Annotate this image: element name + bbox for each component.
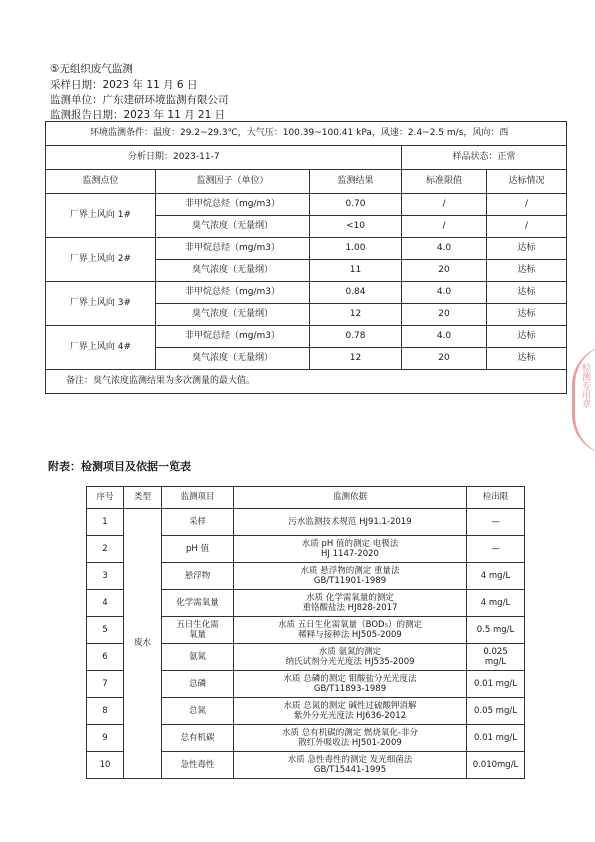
col-header-factor: 监测因子（单位）: [156, 170, 310, 194]
monitor-point: 厂界上风向 4#: [46, 326, 156, 370]
test-basis: 水质 总有机碳的测定 燃烧氧化-非分 散红外吸收法 HJ501-2009: [234, 725, 467, 752]
standard-limit: 4.0: [402, 326, 487, 348]
test-basis: 水质 急性毒性的测定 发光细菌法 GB/T15441-1995: [234, 752, 467, 779]
stamp-text: 检测专用章: [580, 363, 590, 408]
report-date: 监测报告日期：2023 年 11 月 21 日: [50, 109, 226, 121]
monitor-point: 厂界上风向 1#: [46, 194, 156, 238]
monitor-factor: 臭气浓度（无量纲）: [156, 304, 310, 326]
standard-limit: 20: [402, 348, 487, 370]
compliance-status: /: [487, 194, 567, 216]
compliance-status: 达标: [487, 304, 567, 326]
compliance-status: 达标: [487, 348, 567, 370]
detection-limit: 4 mg/L: [467, 590, 525, 617]
detection-limit: —: [467, 536, 525, 563]
monitor-result: 11: [310, 260, 402, 282]
gas-monitoring-table: [45, 121, 567, 394]
col-header-limit: 标准限值: [402, 170, 487, 194]
monitor-point: 厂界上风向 2#: [46, 238, 156, 282]
monitor-factor: 臭气浓度（无量纲）: [156, 216, 310, 238]
monitor-result: 0.78: [310, 326, 402, 348]
analysis-date: 分析日期：2023-11-7: [46, 146, 402, 170]
row-number: 10: [87, 752, 124, 779]
row-number: 4: [87, 590, 124, 617]
table-note: 备注：臭气浓度监测结果为多次测量的最大值。: [46, 370, 567, 394]
row-number: 9: [87, 725, 124, 752]
test-basis: 水质 化学需氧量的测定 重铬酸盐法 HJ828-2017: [234, 590, 467, 617]
row-number: 5: [87, 617, 124, 644]
detection-limit: 0.01 mg/L: [467, 671, 525, 698]
appendix-table: [86, 486, 525, 779]
col-header-detection-limit: 检出限: [467, 487, 525, 509]
table-row: [87, 509, 525, 536]
standard-limit: /: [402, 194, 487, 216]
test-item: 总有机碳: [162, 725, 234, 752]
test-item: 采样: [162, 509, 234, 536]
test-item: 五日生化需 氧量: [162, 617, 234, 644]
test-item: 氨氮: [162, 644, 234, 671]
test-basis: 水质 总磷的测定 钼酸盐分光光度法 GB/T11893-1989: [234, 671, 467, 698]
monitor-factor: 臭气浓度（无量纲）: [156, 348, 310, 370]
row-number: 1: [87, 509, 124, 536]
compliance-status: 达标: [487, 260, 567, 282]
row-number: 7: [87, 671, 124, 698]
row-number: 3: [87, 563, 124, 590]
monitor-factor: 非甲烷总烃（mg/m3）: [156, 194, 310, 216]
section-title: ⑤无组织废气监测: [50, 63, 133, 75]
env-conditions: 环境监测条件：温度：29.2~29.3℃，大气压：100.39~100.41 kPa，风速：2.4~2.5 m/s，风向：西: [46, 122, 567, 146]
type-cell: 废水: [124, 509, 162, 779]
standard-limit: 20: [402, 260, 487, 282]
monitor-result: 0.70: [310, 194, 402, 216]
detection-limit: 4 mg/L: [467, 563, 525, 590]
test-item: 总氮: [162, 698, 234, 725]
sample-date: 采样日期：2023 年 11 月 6 日: [50, 79, 198, 91]
monitor-result: 12: [310, 304, 402, 326]
test-item: 悬浮物: [162, 563, 234, 590]
standard-limit: 20: [402, 304, 487, 326]
col-header-basis: 监测依据: [234, 487, 467, 509]
col-header-result: 监测结果: [310, 170, 402, 194]
monitor-factor: 非甲烷总烃（mg/m3）: [156, 238, 310, 260]
test-basis: 水质 氨氮的测定 纳氏试剂分光光度法 HJ535-2009: [234, 644, 467, 671]
test-basis: 水质 五日生化需氧量（BOD₅）的测定 稀释与接种法 HJ505-2009: [234, 617, 467, 644]
appendix-title: 附表：检测项目及依据一览表: [48, 460, 191, 473]
detection-limit: 0.5 mg/L: [467, 617, 525, 644]
test-item: 急性毒性: [162, 752, 234, 779]
col-header-type: 类型: [124, 487, 162, 509]
detection-limit: —: [467, 509, 525, 536]
table-row: [46, 326, 567, 348]
compliance-status: 达标: [487, 326, 567, 348]
detection-limit: 0.010mg/L: [467, 752, 525, 779]
monitor-factor: 非甲烷总烃（mg/m3）: [156, 282, 310, 304]
test-basis: 污水监测技术规范 HJ91.1-2019: [234, 509, 467, 536]
col-header-item: 监测项目: [162, 487, 234, 509]
row-number: 6: [87, 644, 124, 671]
detection-limit: 0.01 mg/L: [467, 725, 525, 752]
table-row: [46, 282, 567, 304]
sample-state: 样品状态：正常: [402, 146, 567, 170]
standard-limit: 4.0: [402, 282, 487, 304]
compliance-status: 达标: [487, 282, 567, 304]
detection-limit: 0.05 mg/L: [467, 698, 525, 725]
standard-limit: 4.0: [402, 238, 487, 260]
monitor-result: 1.00: [310, 238, 402, 260]
monitor-unit: 监测单位：广东建研环境监测有限公司: [50, 94, 229, 106]
table-row: [46, 194, 567, 216]
test-basis: 水质 pH 值的测定 电极法 HJ 1147-2020: [234, 536, 467, 563]
test-item: 化学需氧量: [162, 590, 234, 617]
monitor-point: 厂界上风向 3#: [46, 282, 156, 326]
test-basis: 水质 悬浮物的测定 重量法 GB/T11901-1989: [234, 563, 467, 590]
col-header-no: 序号: [87, 487, 124, 509]
detection-limit: 0.025 mg/L: [467, 644, 525, 671]
compliance-status: /: [487, 216, 567, 238]
red-seal-stamp: [572, 345, 595, 455]
test-basis: 水质 总氮的测定 碱性过硫酸钾消解 紫外分光光度法 HJ636-2012: [234, 698, 467, 725]
monitor-result: 0.84: [310, 282, 402, 304]
monitor-result: 12: [310, 348, 402, 370]
standard-limit: /: [402, 216, 487, 238]
monitor-factor: 臭气浓度（无量纲）: [156, 260, 310, 282]
row-number: 8: [87, 698, 124, 725]
test-item: 总磷: [162, 671, 234, 698]
col-header-point: 监测点位: [46, 170, 156, 194]
monitor-factor: 非甲烷总烃（mg/m3）: [156, 326, 310, 348]
table-row: [46, 238, 567, 260]
compliance-status: 达标: [487, 238, 567, 260]
monitor-result: <10: [310, 216, 402, 238]
test-item: pH 值: [162, 536, 234, 563]
row-number: 2: [87, 536, 124, 563]
col-header-compliance: 达标情况: [487, 170, 567, 194]
